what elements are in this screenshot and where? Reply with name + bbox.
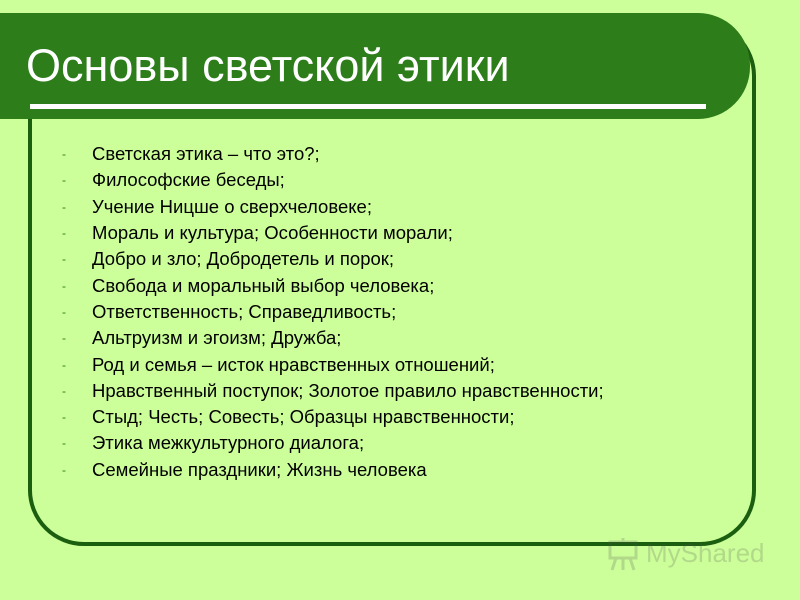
bullet-marker: - xyxy=(62,252,66,267)
list-item xyxy=(62,378,604,404)
list-item-text: Мораль и культура; Особенности морали; xyxy=(92,222,453,244)
list-item xyxy=(62,194,604,220)
list-item-text: Учение Ницше о сверхчеловеке; xyxy=(92,195,372,217)
list-item xyxy=(62,246,604,272)
list-item-text: Семейные праздники; Жизнь человека xyxy=(92,458,427,480)
list-item-text: Стыд; Честь; Совесть; Образцы нравственности; xyxy=(92,406,515,428)
bullet-marker: - xyxy=(62,436,66,451)
bullet-marker: - xyxy=(62,410,66,425)
list-item-text: Этика межкультурного диалога; xyxy=(92,432,365,454)
title-underline xyxy=(30,104,706,109)
watermark-logo xyxy=(606,536,766,572)
bullet-marker: - xyxy=(62,357,66,372)
list-item xyxy=(62,404,604,430)
bullet-marker: - xyxy=(62,173,66,188)
list-item-text: Добро и зло; Добродетель и порок; xyxy=(92,248,395,270)
bullet-marker: - xyxy=(62,383,66,398)
bullet-marker: - xyxy=(62,304,66,319)
bullet-marker: - xyxy=(62,147,66,162)
list-item xyxy=(62,272,604,298)
bullet-marker: - xyxy=(62,331,66,346)
list-item xyxy=(62,351,604,377)
list-item xyxy=(62,141,604,167)
slide-title: Основы светской этики xyxy=(26,40,510,91)
list-item-text: Философские беседы; xyxy=(92,169,285,191)
bullet-marker: - xyxy=(62,226,66,241)
list-item-text: Ответственность; Справедливость; xyxy=(92,300,397,322)
topic-list xyxy=(62,141,604,483)
presentation-board-icon xyxy=(606,536,642,572)
list-item-text: Род и семья – исток нравственных отношений; xyxy=(92,353,495,375)
bullet-marker: - xyxy=(62,199,66,214)
list-item-text: Светская этика – что это?; xyxy=(92,143,320,165)
list-item xyxy=(62,457,604,483)
list-item xyxy=(62,430,604,456)
list-item xyxy=(62,325,604,351)
list-item xyxy=(62,167,604,193)
list-item-text: Альтруизм и эгоизм; Дружба; xyxy=(92,327,342,349)
list-item-text: Свобода и моральный выбор человека; xyxy=(92,274,435,296)
bullet-marker: - xyxy=(62,278,66,293)
list-item xyxy=(62,299,604,325)
bullet-marker: - xyxy=(62,462,66,477)
watermark-text: MyShared xyxy=(646,538,765,568)
list-item-text: Нравственный поступок; Золотое правило нравственности; xyxy=(92,379,604,401)
list-item xyxy=(62,220,604,246)
